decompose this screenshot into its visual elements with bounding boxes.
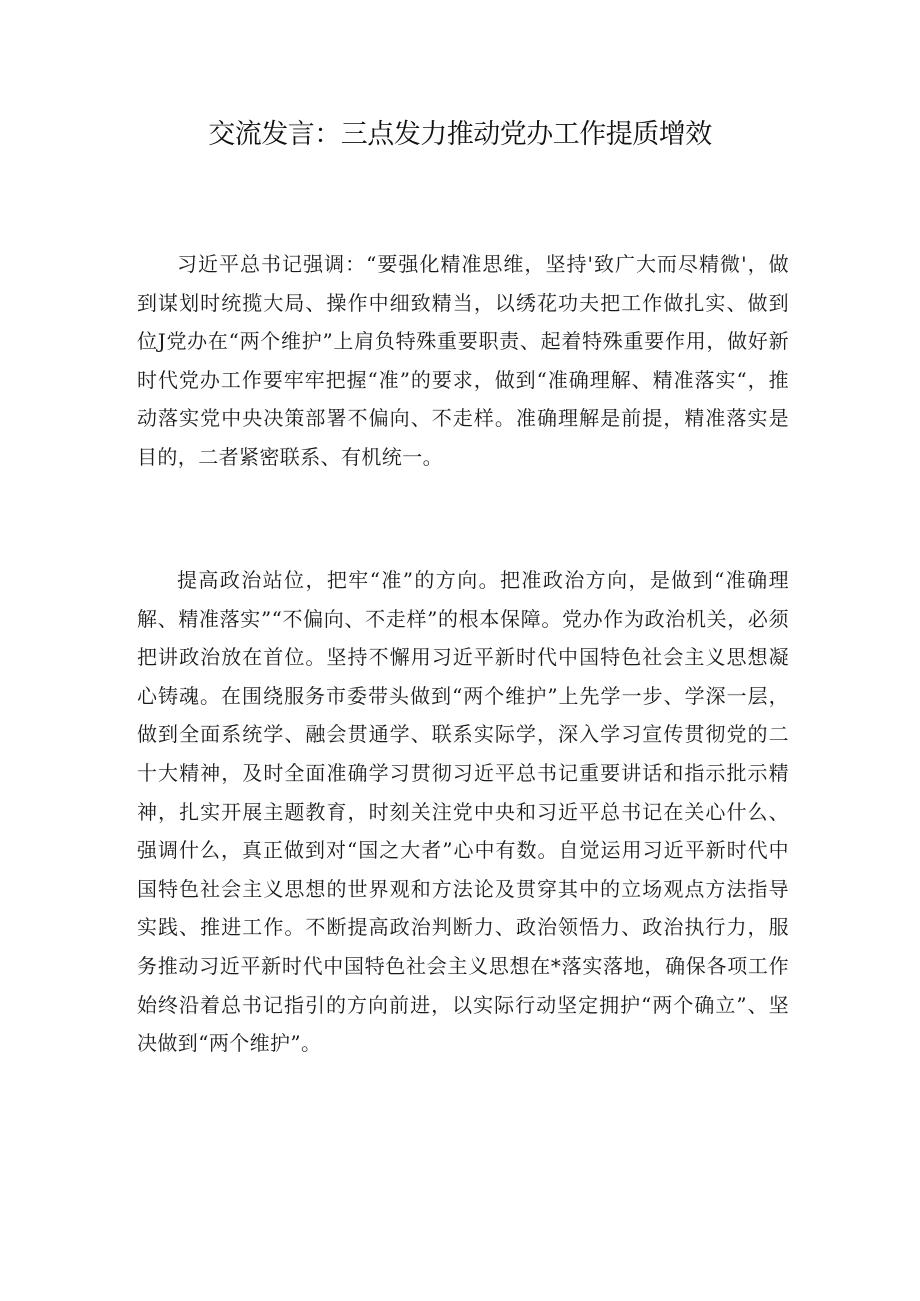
paragraph-2: 提高政治站位，把牢“准”的方向。把准政治方向，是做到“准确理解、精准落实”“不偏向、不走样”的根本保障。党办作为政治机关，必须把讲政治放在首位。坚持不懈用习近平新时代中国特色社会主义思想凝心铸魂。在围绕服务市委带头做到“两个维护”上先学一步、学深一层，做到全面系统学、融会贯通学、联系实际学，深入学习宣传贯彻党的二十大精神，及时全面准确学习贯彻习近平总书记重要讲话和指示批示精神，扎实开展主题教育，时刻关注党中央和习近平总书记在关心什么、强调什么，真正做到对“国之大者”心中有数。自觉运用习近平新时代中国特色社会主义思想的世界观和方法论及贯穿其中的立场观点方法指导实践、推进工作。不断提高政治判断力、政治领悟力、政治执行力，服务推动习近平新时代中国特色社会主义思想在*落实落地，确保各项工作始终沿着总书记指引的方向前进，以实际行动坚定拥护“两个确立”、坚决做到“两个维护”。: [137, 568, 789, 1056]
paragraph-1: 习近平总书记强调：“要强化精准思维，坚持'致广大而尽精微'，做到谋划时统揽大局、操作中细致精当，以绣花功夫把工作做扎实、做到位J党办在“两个维护”上肩负特殊重要职责、起着特殊重要作用，做好新时代党办工作要牢牢把握“准”的要求，做到“准确理解、精准落实“，推动落实党中央决策部署不偏向、不走样。准确理解是前提，精准落实是目的，二者紧密联系、有机统一。: [137, 252, 789, 469]
document-title: 交流发言：三点发力推动党办工作提质增效: [208, 119, 712, 150]
